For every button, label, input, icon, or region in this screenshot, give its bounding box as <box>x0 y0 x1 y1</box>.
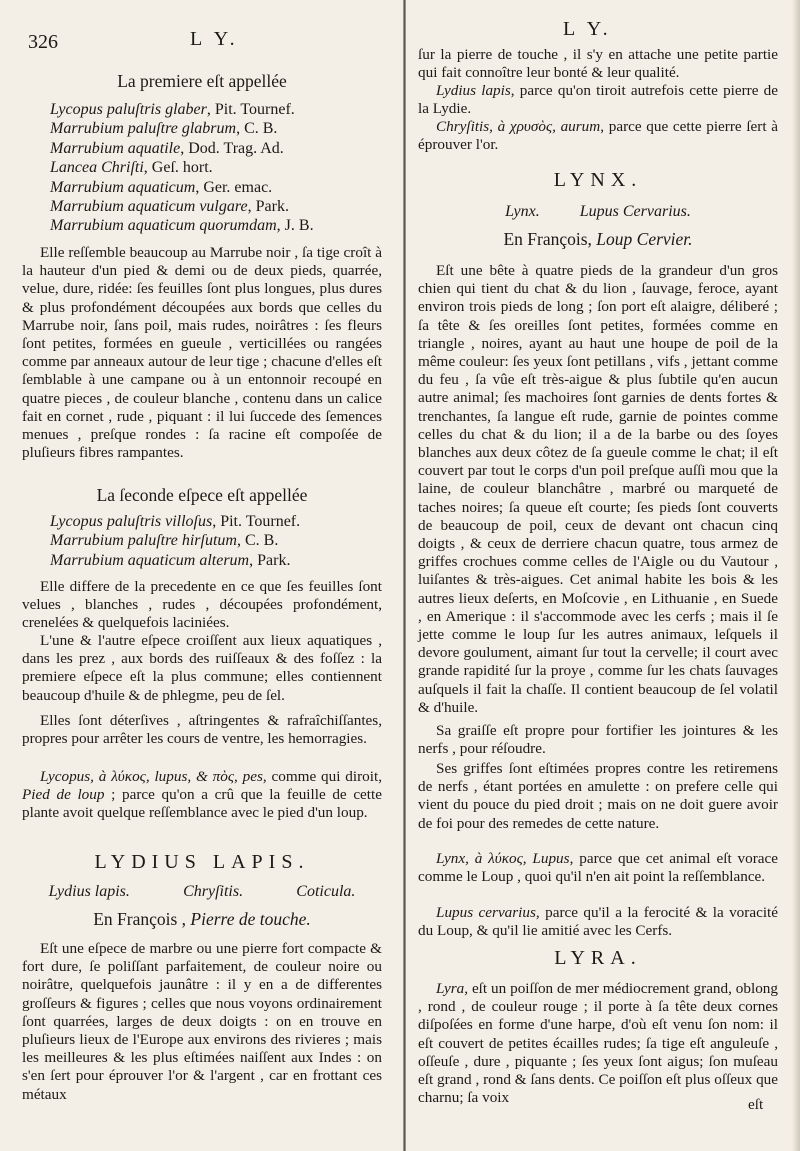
synonym: Lancea Chriſti, Geſ. hort. <box>50 159 213 177</box>
synonym-list <box>22 512 382 570</box>
paragraph: Lynx, à λύκος, Lupus, parce que cet animal eſt vorace comme le Loup , quoi qu'il n'en ait point la reſſemblance. <box>418 850 779 886</box>
synonym: Marrubium aquatile, Dod. Trag. Ad. <box>50 139 284 157</box>
column-rule <box>403 0 406 1151</box>
synonym: Marrubium aquaticum quorumdam, J. B. <box>50 217 314 235</box>
entry-heading: LYDIUS LAPIS. <box>94 851 310 873</box>
running-head-right: L Y. <box>563 18 612 40</box>
paragraph: Lupus cervarius, parce qu'il a la ferocité & la voracité du Loup, & qu'il lie amitié avec les Cerfs. <box>418 904 779 940</box>
name: Chryſitis. <box>183 883 244 900</box>
paragraph: Lydius lapis, parce qu'on tiroit autrefois cette pierre de la Lydie. <box>418 82 779 118</box>
name: Lupus Cervarius. <box>579 203 691 220</box>
paragraph: Elle reſſemble beaucoup au Marrube noir , ſa tige croît à la hauteur d'un pied & demi ou de deux pieds, quarrée, velue, dure, ridée: ſes feuilles ſont plus longues, plus dures & plus profondément découpées aux bords que celles du Marrube noir, ſans poil, mais rudes, noirâtres : ſes fleurs ſont petites, formées en gueule , verticillées ou rangées comme par anneaux autour de leur tige ; chacune d'elles eſt ſemblable à une campane ou à un entonnoir recoupé en quatre pieces , de couleur blanche , contenu dans un calice fait en cornet , rude , piquant : il lui ſuccede des ſemences menues , preſque rondes : ſa racine eſt compoſée de pluſieurs fibres rampantes. <box>22 244 382 462</box>
synonym: Marrubium aquaticum alterum, Park. <box>50 551 291 569</box>
species-caption: La premiere eſt appellée <box>117 71 287 91</box>
paragraph: L'une & l'autre eſpece croiſſent aux lieux aquatiques , dans les prez , aux bords des ruiſſeaux & des foſſez : la premiere eſpece eſt la plus commune; elles contiennent beaucoup d'huile & de phlegme, peu de ſel. <box>22 632 382 704</box>
french-name: En François, Loup Cervier. <box>503 229 693 249</box>
name: Lynx. <box>505 203 540 220</box>
paragraph: Elles ſont déterſives , aſtringentes & rafraîchiſſantes, propres pour arrêter les cours de ventre, les hemorragies. <box>22 712 382 748</box>
paragraph: Sa graiſſe eſt propre pour fortifier les jointures & les nerfs , pour réſoudre. <box>418 722 778 758</box>
synonym: Lycopus paluſtris glaber, Pit. Tournef. <box>50 101 295 118</box>
paragraph: Ses griffes ſont eſtimées propres contre les retiremens de nerfs , étant portées en amulette : on prefere celle qui vient du pouce du pied droit ; mais on ne doit guere avoir de foi pour des remedes de cette nature. <box>418 760 778 832</box>
page-edge <box>792 0 800 1151</box>
paragraph: Chryſitis, à χρυσὸς, aurum, parce que cette pierre ſert à éprouver l'or. <box>418 118 778 154</box>
name: Coticula. <box>296 883 356 900</box>
synonym-list <box>22 100 382 236</box>
synonym: Marrubium aquaticum, Ger. emac. <box>50 178 273 196</box>
entry-heading: LYNX. <box>553 169 643 191</box>
entry-names <box>418 202 778 222</box>
name: Lydius lapis. <box>48 883 130 900</box>
paragraph: Eſt une eſpece de marbre ou une pierre fort compacte & fort dure, ſe poliſſant parfaitement, de couleur noire ou noirâtre, quelquefois jaunâtre : il y en a de differentes groſſeurs & figures ; celles que nous voyons ordinairement ſont quarrées, larges de deux doigts : on en trouve en pluſieurs lieux de l'Europe aux environs des rivieres ; mais les meilleures & les plus eſtimées naiſſent aux Indes : on s'en ſert pour éprouver l'or & l'argent , car en frottant ces métaux <box>22 940 382 1103</box>
synonym: Lycopus paluſtris villoſus, Pit. Tournef. <box>50 513 301 530</box>
paragraph: Elle differe de la precedente en ce que ſes feuilles ſont velues , blanches , rudes , découpées profondément, crenelées & quelquefois laciniées. <box>22 578 382 632</box>
entry-names <box>22 882 382 902</box>
page-number: 326 <box>28 31 58 53</box>
paragraph: ſur la pierre de touche , il s'y en attache une petite partie qui fait connoître leur bonté & leur qualité. <box>418 46 778 82</box>
catchword: eſt <box>748 1096 764 1113</box>
paragraph: Lycopus, à λύκος, lupus, & πὸς, pes, comme qui diroit, Pied de loup ; parce qu'on a crû que la feuille de cette plante avoit quelque reſſemblance avec le pied d'un loup. <box>22 768 382 822</box>
paragraph: Lyra, eſt un poiſſon de mer médiocrement grand, oblong , rond , de couleur rouge ; il porte à ſa tête deux cornes diſpoſées en forme d'une harpe, d'où eſt venu ſon nom: il eſt couvert de petites écailles rudes; ſa tige eſt anguleuſe , oſſeuſe , dure , piquante ; ſes yeux ſont aigus; ſon muſeau eſt grand , rond & ſans dents. Ce poiſſon eſt plus oſſeux que charnu; ſa voix <box>418 980 778 1107</box>
french-name: En François , Pierre de touche. <box>93 909 311 929</box>
paragraph: Eſt une bête à quatre pieds de la grandeur d'un gros chien qui tient du chat & du lion , ſauvage, feroce, ayant environ trois pieds de long ; ſon port eſt alaigre, déliberé ; ſa tête & ſes oreilles ſont petites, formées comme en triangle , noires, ayant au haut une houpe de poil de la même couleur: ſes yeux ſont petillans , vifs , jettant comme du feu , ſa vûe eſt très-aigue & plus ſubtile qu'en aucun autre animal; ſes machoires ſont garnies de dents fortes & trenchantes, ſa langue eſt rude, garnie de pointes comme celles du chat & du lion; il a de la barbe ou des ſoyes blanches aux deux côtez de ſa gueule comme le chat; il eſt couvert par tout le corps d'un poil preſque auſſi mou que la laine, de couleur blanchâtre , marbré ou marqueté de taches noires; ſa queue eſt courte; ſes pieds ſont couverts de beaucoup de poil, ceux de devant ont chacun cinq doigts , & ceux de derriere chacun quatre, tous armez de griffes crochues comme celles de l'Aigle ou du Vautour , luiſantes & très-aigues. Cet animal habite les bois & les autres lieux deſerts, en Moſcovie , en Lithuanie , en Suede , en Amerique : il s'accommode avec les cerfs ; mais il ſe jette comme le loup ſur les autres animaux, leſquels il devore goulument, aimant ſur tout la cervelle; il court avec grande rapidité ſur la proye , comme ſur les chats ſauvages auſquels il fait la chaſſe. Il contient beaucoup de ſel volatil & d'huile. <box>418 262 778 716</box>
species-caption: La ſeconde eſpece eſt appellée <box>96 485 308 505</box>
running-head-left: L Y. <box>190 28 239 50</box>
synonym: Marrubium aquaticum vulgare, Park. <box>50 198 289 216</box>
entry-heading: LYRA. <box>554 947 642 969</box>
synonym: Marrubium paluſtre hirſutum, C. B. <box>50 532 279 550</box>
synonym: Marrubium paluſtre glabrum, C. B. <box>50 120 278 138</box>
